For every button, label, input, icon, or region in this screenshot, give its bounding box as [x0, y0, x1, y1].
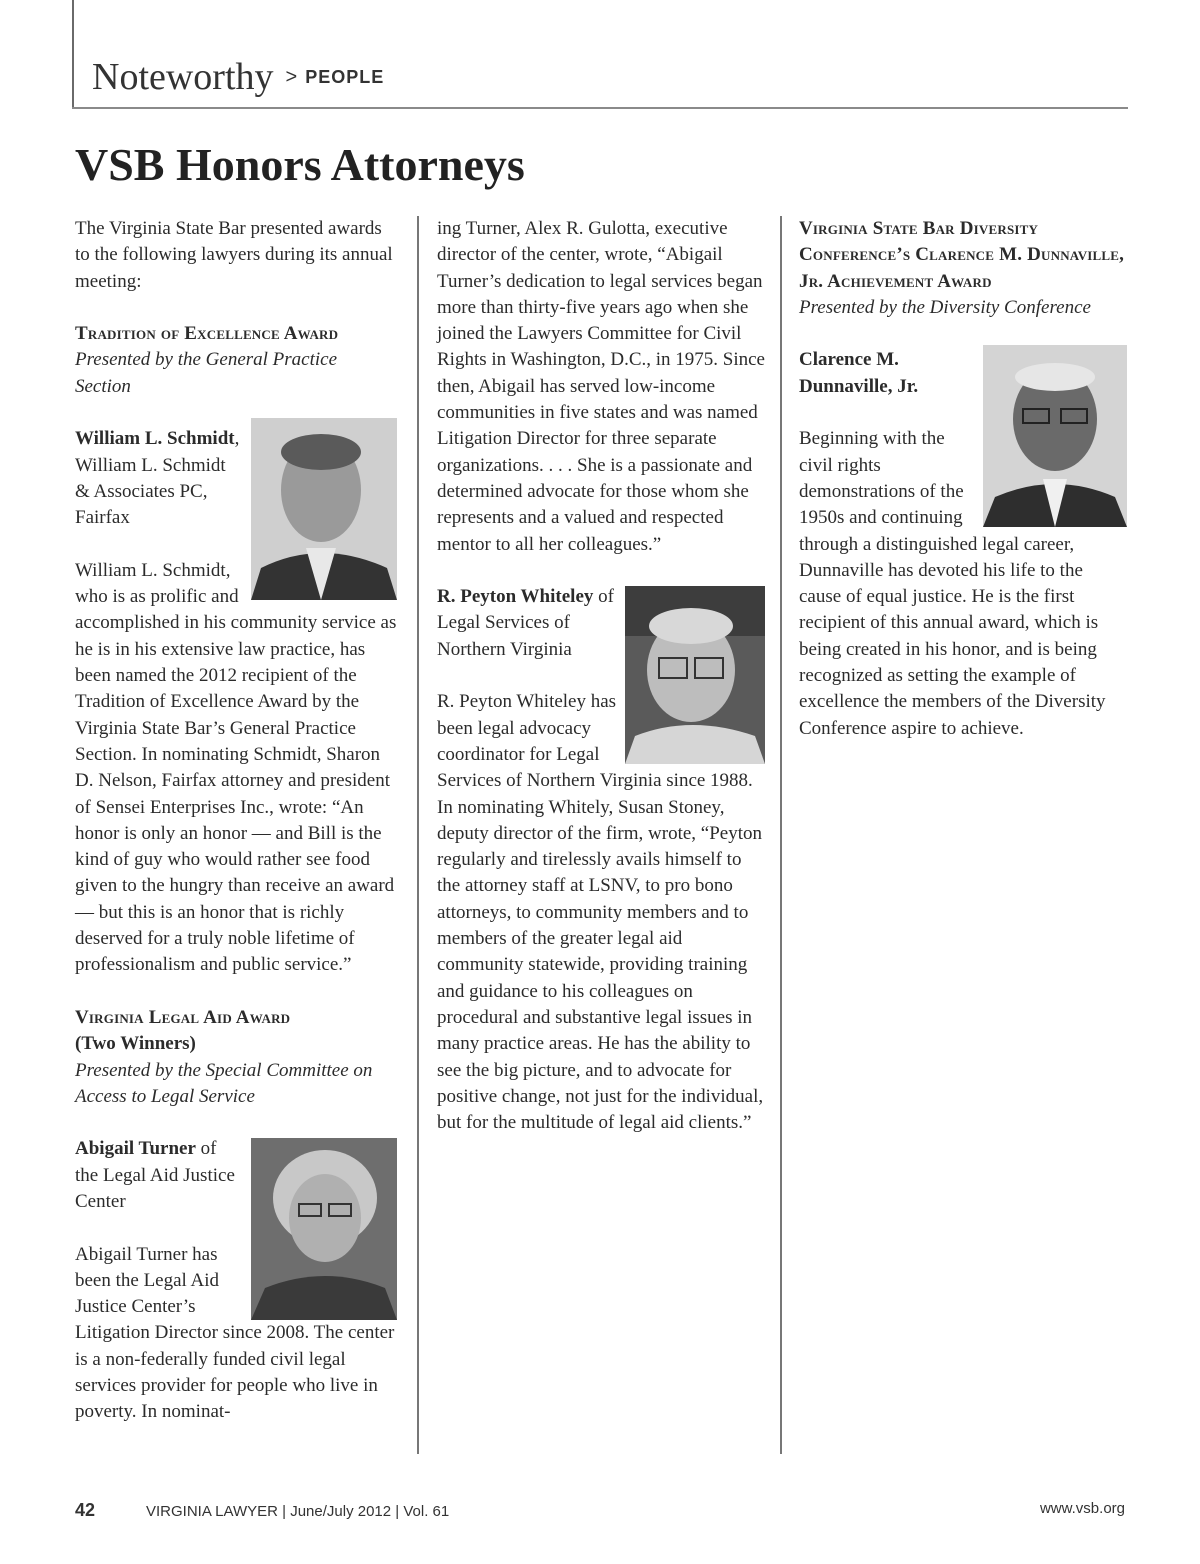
- column-separator: [780, 216, 782, 1454]
- subsection-label: PEOPLE: [305, 67, 385, 87]
- award-presenter: Presented by the Diversity Conference: [799, 296, 1091, 318]
- page-title: VSB Honors Attorneys: [75, 139, 525, 190]
- section-label: Noteworthy: [92, 56, 274, 98]
- turner-body-continued: ing Turner, Alex R. Gulotta, executive director of the center, wrote, “Abigail Turner’s dedication to legal services began more than thirty-five years ago when she joined the Lawyers Committee for Civil Rights in Washington, D.C., in 1975. Since then, Abigail has served low-income communities in five states and was named Litigation Director for three separate organizations. . . . She is a passionate and determined advocate for those whom she represents and a valued and respected mentor to all her colleagues.”: [437, 218, 765, 555]
- photo-peyton-whiteley: [625, 586, 765, 764]
- column-2: [437, 216, 765, 1136]
- award-title: Virginia Legal Aid Award: [75, 1006, 291, 1028]
- section-header: [92, 58, 384, 96]
- recipient-affiliation: , William L. Schmidt & Associates PC, Fairfax: [75, 428, 240, 529]
- recipient-affiliation: of Legal Services of Northern Virginia: [437, 586, 614, 660]
- photo-william-schmidt: [251, 418, 397, 600]
- magazine-info: VIRGINIA LAWYER | June/July 2012 | Vol. 61: [146, 1503, 450, 1520]
- recipient-name-dunnaville: Clarence M. Dunnaville, Jr.: [799, 349, 919, 397]
- column-1: [75, 216, 397, 1426]
- recipient-name: R. Peyton Whiteley: [437, 586, 594, 608]
- column-3: [799, 216, 1127, 742]
- photo-abigail-turner: [251, 1138, 397, 1320]
- turner-body-text: Abigail Turner has been the Legal Aid Justice Center’s Litigation Director since 2008. The center is a non-federally funded civil legal services provider for people who live in poverty. In nominat-: [75, 1243, 395, 1423]
- breadcrumb-arrow: >: [285, 66, 298, 88]
- recipient-affiliation: of the Legal Aid Justice Center: [75, 1138, 235, 1212]
- footer-url: www.vsb.org: [1039, 1500, 1125, 1517]
- award-title: Virginia State Bar Diversity Conference’s Clarence M. Dunnaville, Jr. Achievement Award: [799, 218, 1125, 292]
- award-presenter: Presented by the General Practice Section: [75, 349, 338, 397]
- intro-paragraph: The Virginia State Bar presented awards to the following lawyers during its annual meeting:: [75, 218, 393, 292]
- page-number: 42: [75, 1500, 96, 1520]
- dunnaville-body-text: Beginning with the civil rights demonstrations of the 1950s and continuing through a distinguished legal career, Dunnaville has devoted his life to the cause of equal justice. He is the first recipient of this annual award, which is being created in his honor, and is being recognized as setting the example of excellence the members of the Diversity Conference aspire to achieve.: [799, 428, 1106, 739]
- recipient-name: William L. Schmidt: [75, 428, 235, 450]
- photo-clarence-dunnaville: [983, 345, 1127, 527]
- column-separator: [417, 216, 419, 1454]
- header-vertical-rule: [72, 0, 74, 108]
- award-presenter: Presented by the Special Committee on Access to Legal Service: [75, 1059, 373, 1107]
- header-horizontal-rule: [72, 107, 1128, 109]
- award-title: Tradition of Excellence Award: [75, 323, 339, 345]
- schmidt-body-text: William L. Schmidt, who is as prolific and accomplished in his community service as he is in his extensive law practice, has been named the 2012 recipient of the Tradition of Excellence Award by the Virginia State Bar’s General Practice Section. In nominating Schmidt, Sharon D. Nelson, Fairfax attorney and president of Sensei Enterprises Inc., wrote: “An honor is only an honor — and Bill is the kind of guy who would rather see food given to the hungry than receive an award — but this is an honor that is richly deserved for a truly noble lifetime of professionalism and public service.”: [75, 559, 397, 976]
- award-winners-note: (Two Winners): [75, 1033, 196, 1055]
- recipient-name: Abigail Turner: [75, 1138, 196, 1160]
- whiteley-body-text: R. Peyton Whiteley has been legal advocacy coordinator for Legal Services of Northern Virginia since 1988. In nominating Whitely, Susan Stoney, deputy director of the firm, wrote, “Peyton regularly and tirelessly avails himself to the attorney staff at LSNV, to pro bono attorneys, to community members and to members of the greater legal aid community statewide, providing training and guidance to his colleagues on procedural and substantive legal issues in many practice areas. He has the ability to see the big picture, and to advocate for positive change, not just for the individual, but for the multitude of legal aid clients.”: [437, 691, 764, 1134]
